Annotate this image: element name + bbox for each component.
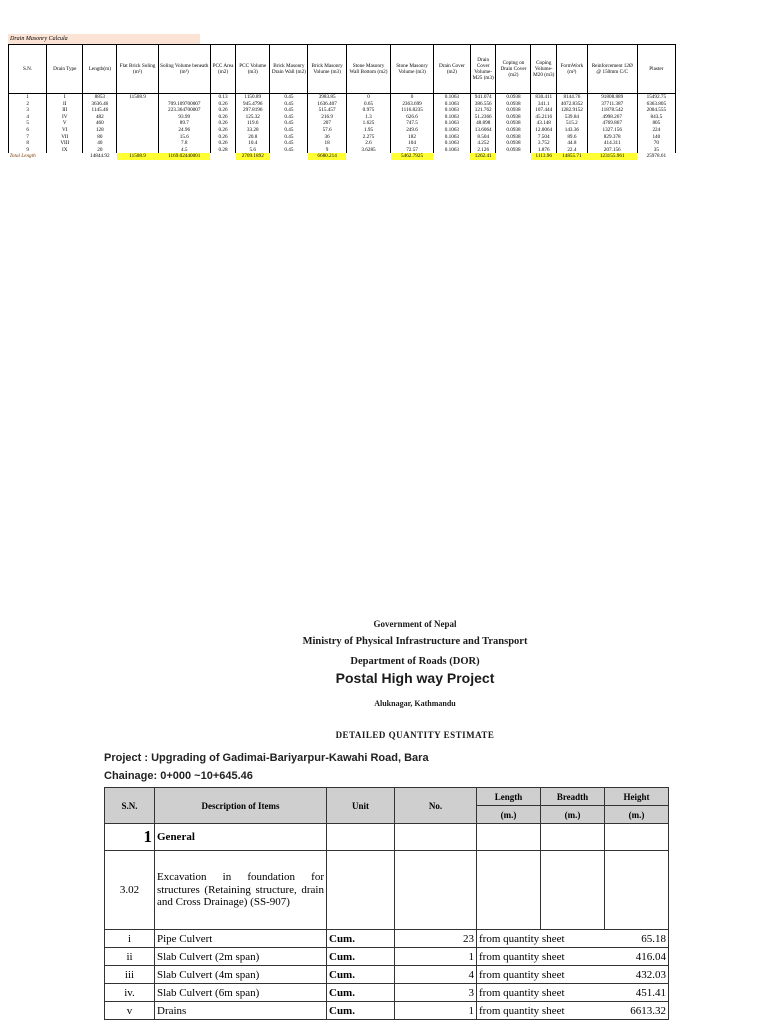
table-cell: 4072.8352 xyxy=(556,101,587,108)
table-cell: 140 xyxy=(637,134,675,141)
table-cell: 8.504 xyxy=(470,134,495,141)
table-cell: 945.4796 xyxy=(236,101,270,108)
table-cell: 0.0938 xyxy=(496,107,531,114)
table-cell: 43.148 xyxy=(531,120,556,127)
table-cell: 2.6 xyxy=(346,140,391,147)
table-cell: 80 xyxy=(83,134,117,141)
table-cell: 0 xyxy=(346,94,391,101)
total-cell: 1113.96 xyxy=(531,153,556,160)
table-row xyxy=(9,134,676,141)
table-cell: 1.876 xyxy=(531,147,556,154)
col-header: Reinforcement 12Ø @ 150mm C/C xyxy=(587,45,637,94)
table-cell xyxy=(117,107,158,114)
table-cell: 0.26 xyxy=(210,127,235,134)
table-cell xyxy=(117,101,158,108)
table-cell xyxy=(117,127,158,134)
row-unit: Cum. xyxy=(327,930,395,948)
row-height: 451.41 xyxy=(605,984,669,1002)
row-unit: Cum. xyxy=(327,948,395,966)
table-cell: 0.0938 xyxy=(496,120,531,127)
general-label: General xyxy=(155,824,327,851)
table-cell: 7 xyxy=(9,134,47,141)
table-cell: 4.5 xyxy=(158,147,210,154)
table-cell: 18 xyxy=(308,140,346,147)
table-cell: 0.28 xyxy=(210,147,235,154)
table-cell: 8 xyxy=(9,140,47,147)
table-cell: 1116.8235 xyxy=(391,107,433,114)
total-cell: 11508.9 xyxy=(117,153,158,160)
row-description: Slab Culvert (2m span) xyxy=(155,948,327,966)
col-header: Stone Masonry Volume (m3) xyxy=(391,45,433,94)
table-cell: 0.45 xyxy=(270,94,308,101)
row-number: 23 xyxy=(395,930,477,948)
table-cell: 128 xyxy=(83,127,117,134)
table-cell: 0.26 xyxy=(210,120,235,127)
table-cell: 2363.699 xyxy=(391,101,433,108)
table-cell: 51.2366 xyxy=(470,114,495,121)
table-cell: 0.975 xyxy=(346,107,391,114)
table-cell: 1 xyxy=(9,94,47,101)
table-cell: 182 xyxy=(391,134,433,141)
table-cell: 0.0938 xyxy=(496,114,531,121)
table-cell: 0.1063 xyxy=(433,101,470,108)
col-header-breadth: Breadth xyxy=(541,788,605,806)
table-cell: 10.4 xyxy=(236,140,270,147)
row-unit: Cum. xyxy=(327,984,395,1002)
total-cell: 14855.71 xyxy=(556,153,587,160)
col-header: S.N. xyxy=(9,45,47,94)
row-sn: v xyxy=(105,1002,155,1020)
table-cell: 0.1063 xyxy=(433,120,470,127)
table-cell: 0.26 xyxy=(210,101,235,108)
table-cell: 0.1063 xyxy=(433,127,470,134)
department-heading: Department of Roads (DOR) xyxy=(350,656,480,667)
table-row xyxy=(9,120,676,127)
table-cell: 829.378 xyxy=(587,134,637,141)
row-height: 6613.32 xyxy=(605,1002,669,1020)
table-cell: 119.6 xyxy=(236,120,270,127)
table-cell: 0.45 xyxy=(270,107,308,114)
table-cell: 48.898 xyxy=(470,120,495,127)
total-cell: 6680.214 xyxy=(308,153,346,160)
col-header-length: Length xyxy=(477,788,541,806)
table-cell: 7.8 xyxy=(158,140,210,147)
col-header-sn: S.N. xyxy=(105,788,155,824)
sheet-title: Drain Masonry Calcula xyxy=(8,34,200,44)
row-sn: iii xyxy=(105,966,155,984)
table-cell: IV xyxy=(47,114,83,121)
table-cell: 0.1063 xyxy=(433,134,470,141)
table-cell: 0.45 xyxy=(270,120,308,127)
col-header: Drain Cover (m2) xyxy=(433,45,470,94)
table-cell: 1282.9152 xyxy=(556,107,587,114)
address-line: Aluknagar, Kathmandu xyxy=(374,699,456,708)
table-cell: 35 xyxy=(637,147,675,154)
unit-length: (m.) xyxy=(477,806,541,824)
item-number: 3.02 xyxy=(105,851,155,930)
col-header: Coping on Drain Cover (m2) xyxy=(496,45,531,94)
total-cell: 14844.92 xyxy=(90,153,110,160)
table-cell: 2004.555 xyxy=(637,107,675,114)
table-row xyxy=(9,114,676,121)
table-cell: 0.13 xyxy=(210,94,235,101)
col-header: Drain Cover Volume-M25 (m3) xyxy=(470,45,495,94)
table-cell: 3 xyxy=(9,107,47,114)
table-cell: 0.1063 xyxy=(433,107,470,114)
unit-height: (m.) xyxy=(605,806,669,824)
table-cell: 0.45 xyxy=(270,140,308,147)
table-cell: 515.457 xyxy=(308,107,346,114)
total-cell xyxy=(47,153,83,160)
table-cell: 2.275 xyxy=(346,134,391,141)
gov-heading: Government of Nepal xyxy=(373,619,457,629)
table-cell xyxy=(158,94,210,101)
row-height: 432.03 xyxy=(605,966,669,984)
table-cell: 0.1063 xyxy=(433,140,470,147)
table-cell: 0.0938 xyxy=(496,94,531,101)
row-description: Pipe Culvert xyxy=(155,930,327,948)
table-cell: 0.0938 xyxy=(496,101,531,108)
table-cell: 40 xyxy=(83,140,117,147)
table-cell: 0.26 xyxy=(210,114,235,121)
row-source: from quantity sheet xyxy=(477,948,605,966)
table-cell: 0.45 xyxy=(270,101,308,108)
col-header: Brick Masonry Volume (m3) xyxy=(308,45,346,94)
table-cell: 143.36 xyxy=(556,127,587,134)
col-header: Length(m) xyxy=(83,45,117,94)
col-header-height: Height xyxy=(605,788,669,806)
table-cell: 0.0938 xyxy=(496,147,531,154)
total-cell: 2709.1892 xyxy=(236,153,270,160)
total-cell xyxy=(496,153,531,160)
table-cell: 104 xyxy=(391,140,433,147)
table-cell: 24.96 xyxy=(158,127,210,134)
col-header: PCC Volume (m3) xyxy=(236,45,270,94)
table-cell: 4769.867 xyxy=(587,120,637,127)
table-cell: 107.444 xyxy=(531,107,556,114)
row-source: from quantity sheet xyxy=(477,930,605,948)
table-row xyxy=(9,94,676,101)
col-header: Flat Brick Soling (m²) xyxy=(117,45,158,94)
table-cell: 482 xyxy=(83,114,117,121)
table-cell: 6 xyxy=(9,127,47,134)
table-cell: VIII xyxy=(47,140,83,147)
project-office-heading: Postal High way Project xyxy=(335,670,495,686)
table-cell: 89.7 xyxy=(158,120,210,127)
table-cell: 0 xyxy=(391,94,433,101)
table-cell: 0.45 xyxy=(270,127,308,134)
table-cell: 57.6 xyxy=(308,127,346,134)
table-cell: 3.752 xyxy=(531,140,556,147)
table-cell: 843.5 xyxy=(637,114,675,121)
table-row xyxy=(9,127,676,134)
total-cell: 1262.41 xyxy=(470,153,495,160)
row-number: 1 xyxy=(395,948,477,966)
ministry-heading: Ministry of Physical Infrastructure and Transport xyxy=(302,636,528,647)
table-cell: 93.99 xyxy=(158,114,210,121)
table-cell: 1.3 xyxy=(346,114,391,121)
item-row xyxy=(105,851,669,930)
col-header-description: Description of Items xyxy=(155,788,327,824)
table-cell: 223.364700007 xyxy=(158,107,210,114)
table-cell: 121.762 xyxy=(470,107,495,114)
drain-masonry-table xyxy=(8,44,676,160)
table-cell: 515.2 xyxy=(556,120,587,127)
table-cell: 15492.75 xyxy=(637,94,675,101)
table-cell: 0.26 xyxy=(210,140,235,147)
table-cell: 1636.407 xyxy=(308,101,346,108)
row-sn: ii xyxy=(105,948,155,966)
total-cell: 25978.61 xyxy=(646,153,667,160)
table-cell: 1327.156 xyxy=(587,127,637,134)
table-cell: 89.6 xyxy=(556,134,587,141)
table-cell: 805 xyxy=(637,120,675,127)
table-cell: 386.556 xyxy=(470,101,495,108)
col-header: Drain Type xyxy=(47,45,83,94)
table-row xyxy=(9,107,676,114)
total-cell xyxy=(346,153,391,160)
table-cell: 1.95 xyxy=(346,127,391,134)
table-cell: 216.9 xyxy=(308,114,346,121)
table-cell: 4 xyxy=(9,114,47,121)
quantity-row xyxy=(105,930,669,948)
col-header: Stone Masonry Wall Bottom (m2) xyxy=(346,45,391,94)
table-cell: 5.6 xyxy=(236,147,270,154)
table-cell: 9 xyxy=(9,147,47,154)
table-cell: 941.074 xyxy=(470,94,495,101)
table-cell: 249.6 xyxy=(391,127,433,134)
row-description: Slab Culvert (4m span) xyxy=(155,966,327,984)
row-source: from quantity sheet xyxy=(477,984,605,1002)
totals-row xyxy=(9,153,676,160)
table-cell: 22.4 xyxy=(556,147,587,154)
table-cell: 207.156 xyxy=(587,147,637,154)
table-cell xyxy=(117,147,158,154)
total-cell xyxy=(270,153,308,160)
table-cell: 6363.805 xyxy=(637,101,675,108)
col-header: Coping Volume-M20 (m3) xyxy=(531,45,556,94)
table-cell: 13.6064 xyxy=(470,127,495,134)
table-cell: 460 xyxy=(83,120,117,127)
table-cell: 70 xyxy=(637,140,675,147)
table-cell: 91808.889 xyxy=(587,94,637,101)
row-number: 1 xyxy=(395,1002,477,1020)
col-header: PCC Area (m2) xyxy=(210,45,235,94)
table-cell: 8853 xyxy=(83,94,117,101)
quantity-table xyxy=(104,787,669,1020)
general-number: 1 xyxy=(105,824,155,851)
quantity-header-row xyxy=(105,788,669,806)
row-source: from quantity sheet xyxy=(477,966,605,984)
table-cell: 0.45 xyxy=(270,147,308,154)
table-cell xyxy=(117,114,158,121)
row-number: 3 xyxy=(395,984,477,1002)
table-cell: 12.0064 xyxy=(531,127,556,134)
table-cell: II xyxy=(47,101,83,108)
table-cell: 3636.46 xyxy=(83,101,117,108)
table-cell: 207 xyxy=(308,120,346,127)
table-cell: 341.1 xyxy=(531,101,556,108)
row-number: 4 xyxy=(395,966,477,984)
table-cell: 36 xyxy=(308,134,346,141)
table-row xyxy=(9,101,676,108)
table-cell: 830.411 xyxy=(531,94,556,101)
table-cell: 0.45 xyxy=(270,134,308,141)
project-line: Project : Upgrading of Gadimai-Bariyarpur-Kawahi Road, Bara xyxy=(104,752,429,764)
total-length-label: Total Length xyxy=(9,153,36,160)
row-unit: Cum. xyxy=(327,1002,395,1020)
table-cell: 747.5 xyxy=(391,120,433,127)
total-cell xyxy=(210,153,235,160)
table-cell: 5 xyxy=(9,120,47,127)
table-row xyxy=(9,147,676,154)
table-cell: 0.26 xyxy=(210,134,235,141)
col-header: Soling Volume beneath (m³) xyxy=(158,45,210,94)
table-cell: 0.65 xyxy=(346,101,391,108)
table-cell: 7.504 xyxy=(531,134,556,141)
quantity-row xyxy=(105,966,669,984)
item-description: Excavation in foundation for structures (Retaining structure, drain and Cross Drainage) (SS-907) xyxy=(155,851,327,930)
table-cell: 45.2116 xyxy=(531,114,556,121)
chainage-line: Chainage: 0+000 ~10+645.46 xyxy=(104,770,253,782)
table-cell: 539.84 xyxy=(556,114,587,121)
table-cell: 2.126 xyxy=(470,147,495,154)
table-header-row xyxy=(9,45,676,94)
table-cell: 0.0938 xyxy=(496,140,531,147)
table-cell: 33.28 xyxy=(236,127,270,134)
quantity-row xyxy=(105,1002,669,1020)
table-cell: VII xyxy=(47,134,83,141)
table-cell: 0.26 xyxy=(210,107,235,114)
table-cell: 72.57 xyxy=(391,147,433,154)
table-cell: 20 xyxy=(83,147,117,154)
table-cell: 0.1063 xyxy=(433,94,470,101)
table-cell: I xyxy=(47,94,83,101)
row-sn: i xyxy=(105,930,155,948)
unit-breadth: (m.) xyxy=(541,806,605,824)
table-row xyxy=(9,140,676,147)
table-cell: 11508.9 xyxy=(117,94,158,101)
table-cell: 224 xyxy=(637,127,675,134)
table-cell: 11878.542 xyxy=(587,107,637,114)
estimate-title: DETAILED QUANTITY ESTIMATE xyxy=(335,730,495,740)
table-cell: 37711.387 xyxy=(587,101,637,108)
table-cell: 0.45 xyxy=(270,114,308,121)
table-cell: 125.32 xyxy=(236,114,270,121)
table-cell: 4998.267 xyxy=(587,114,637,121)
table-cell: 709.109700007 xyxy=(158,101,210,108)
row-description: Drains xyxy=(155,1002,327,1020)
table-cell: 0.1063 xyxy=(433,114,470,121)
table-cell: 626.6 xyxy=(391,114,433,121)
table-cell: 20.8 xyxy=(236,134,270,141)
table-cell: 8144.76 xyxy=(556,94,587,101)
table-cell xyxy=(117,120,158,127)
col-header: Brick Masonry Drain Wall (m2) xyxy=(270,45,308,94)
table-cell xyxy=(117,140,158,147)
table-cell: 4.252 xyxy=(470,140,495,147)
total-cell xyxy=(433,153,470,160)
total-cell: 5462.7925 xyxy=(391,153,433,160)
col-header: FormWork (m²) xyxy=(556,45,587,94)
table-cell: 414.311 xyxy=(587,140,637,147)
table-cell: V xyxy=(47,120,83,127)
table-cell xyxy=(117,134,158,141)
col-header-unit: Unit xyxy=(327,788,395,824)
row-height: 65.18 xyxy=(605,930,669,948)
table-cell: 1.625 xyxy=(346,120,391,127)
table-cell: 3983.85 xyxy=(308,94,346,101)
col-header: Plaster xyxy=(637,45,675,94)
table-cell: 3.6285 xyxy=(346,147,391,154)
row-sn: iv. xyxy=(105,984,155,1002)
total-cell: 1169.02440001 xyxy=(158,153,210,160)
table-cell: 2 xyxy=(9,101,47,108)
table-cell: 0.0938 xyxy=(496,134,531,141)
quantity-row xyxy=(105,948,669,966)
table-cell: 44.8 xyxy=(556,140,587,147)
table-cell: 1145.46 xyxy=(83,107,117,114)
general-section-row xyxy=(105,824,669,851)
table-cell: 297.8196 xyxy=(236,107,270,114)
table-cell: 0.1063 xyxy=(433,147,470,154)
row-unit: Cum. xyxy=(327,966,395,984)
quantity-row xyxy=(105,984,669,1002)
col-header-no: No. xyxy=(395,788,477,824)
row-height: 416.04 xyxy=(605,948,669,966)
table-cell: 0.0938 xyxy=(496,127,531,134)
table-cell: 15.6 xyxy=(158,134,210,141)
row-source: from quantity sheet xyxy=(477,1002,605,1020)
table-cell: 1150.89 xyxy=(236,94,270,101)
total-cell: 123155.961 xyxy=(587,153,637,160)
table-cell: VI xyxy=(47,127,83,134)
table-cell: 9 xyxy=(308,147,346,154)
table-cell: III xyxy=(47,107,83,114)
row-description: Slab Culvert (6m span) xyxy=(155,984,327,1002)
table-cell: IX xyxy=(47,147,83,154)
